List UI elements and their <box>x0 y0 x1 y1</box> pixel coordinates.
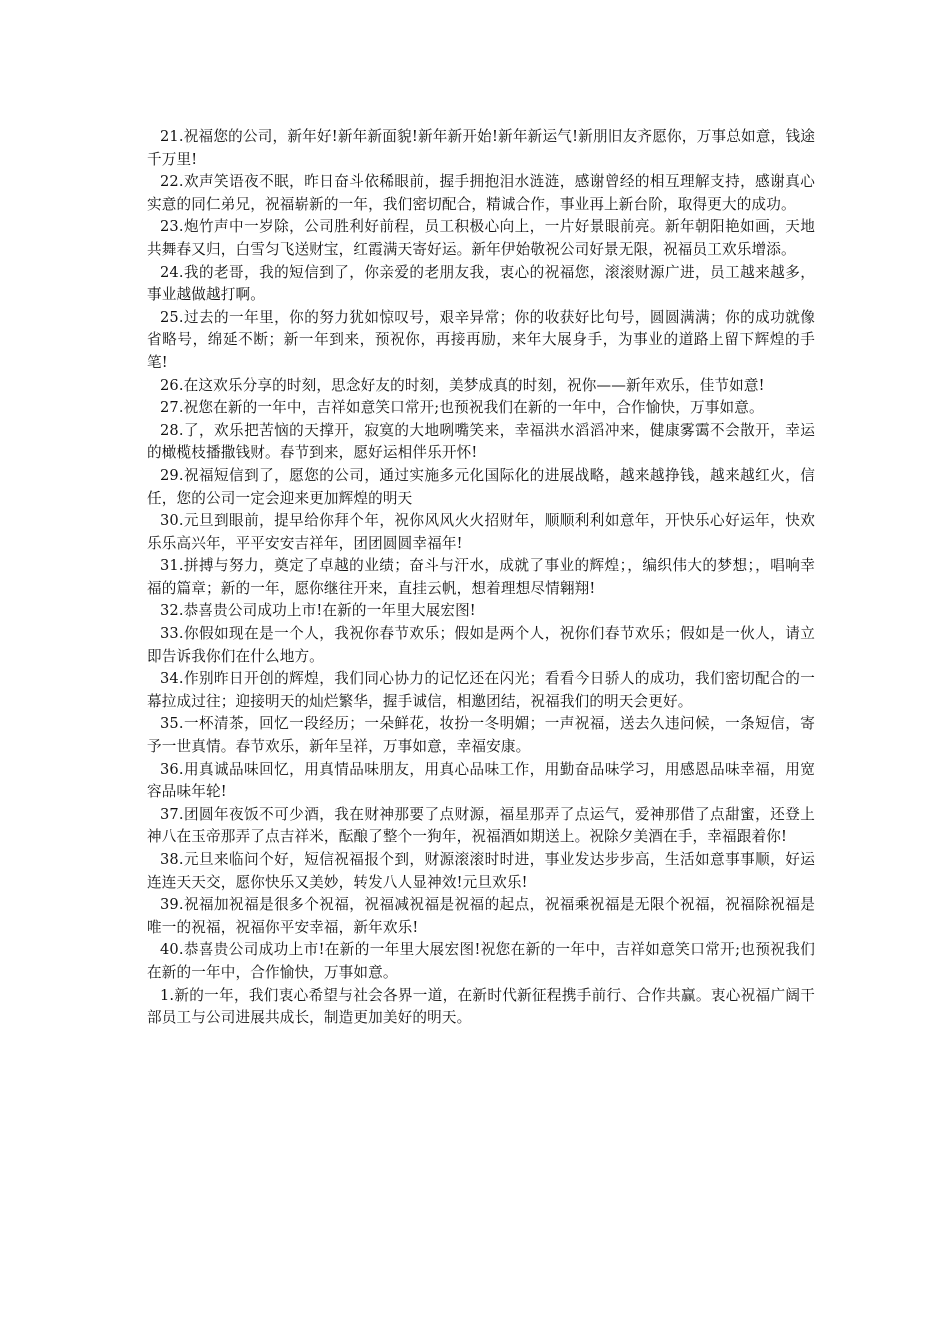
paragraph-27: 27.祝您在新的一年中，吉祥如意笑口常开;也预祝我们在新的一年中，合作愉快，万事如意。 <box>160 399 764 417</box>
paragraph-21: 21.祝福您的公司，新年好!新年新面貌!新年新开始!新年新运气!新朋旧友齐愿你，万事总如意，钱途千万里! <box>147 128 815 168</box>
paragraph-30: 30.元旦到眼前，提早给你拜个年，祝你风风火火招财年，顺顺利利如意年，开快乐心好运年，快欢乐乐高兴年，平平安安吉祥年，团团圆圆幸福年! <box>147 512 815 552</box>
paragraph-35: 35.一杯清茶，回忆一段经历；一朵鲜花，妆扮一冬明媚；一声祝福，送去久违问候，一条短信，寄予一世真情。春节欢乐，新年呈祥，万事如意，幸福安康。 <box>147 715 815 756</box>
paragraph-40: 40.恭喜贵公司成功上市!在新的一年里大展宏图!祝您在新的一年中，吉祥如意笑口常开;也预祝我们在新的一年中，合作愉快，万事如意。 <box>147 941 815 981</box>
paragraph-22: 22.欢声笑语夜不眠，昨日奋斗依稀眼前，握手拥抱泪水涟涟，感谢曾经的相互理解支持，感谢真心实意的同仁弟兄，祝福崭新的一年，我们密切配合，精诚合作，事业再上新台阶，取得更大的成功。 <box>147 173 815 213</box>
paragraph-38: 38.元旦来临问个好，短信祝福报个到，财源滚滚时时进，事业发达步步高，生活如意事事顺，好运连连天天交，愿你快乐又美妙，转发八人显神效!元旦欢乐! <box>147 851 815 891</box>
paragraph-25: 25.过去的一年里，你的努力犹如惊叹号，艰辛异常；你的收获好比句号，圆圆满满；你的成功就像省略号，绵延不断；新一年到来，预祝你，再接再励，来年大展身手，为事业的道路上留下辉煌的手笔! <box>147 308 815 371</box>
paragraph-39: 39.祝福加祝福是很多个祝福，祝福减祝福是祝福的起点，祝福乘祝福是无限个祝福，祝福除祝福是唯一的祝福，祝福你平安幸福，新年欢乐! <box>147 896 815 936</box>
paragraph-24: 24.我的老哥，我的短信到了，你亲爱的老朋友我，衷心的祝福您，滚滚财源广进，员工越来越多，事业越做越打啊。 <box>147 263 815 304</box>
document-body <box>147 126 815 1030</box>
paragraph-1: 1.新的一年，我们衷心希望与社会各界一道，在新时代新征程携手前行、合作共赢。衷心祝福广阔干部员工与公司进展共成长，制造更加美好的明天。 <box>147 986 815 1027</box>
paragraph-32: 32.恭喜贵公司成功上市!在新的一年里大展宏图! <box>160 602 476 620</box>
paragraph-29: 29.祝福短信到了，愿您的公司，通过实施多元化国际化的进展战略，越来越挣钱，越来越红火，信任，您的公司一定会迎来更加辉煌的明天 <box>147 466 815 507</box>
paragraph-34: 34.作别昨日开创的辉煌，我们同心协力的记忆还在闪光；看看今日骄人的成功，我们密切配合的一幕拉成过往；迎接明天的灿烂繁华，握手诚信，相邀团结，祝福我们的明天会更好。 <box>147 670 815 710</box>
paragraph-23: 23.炮竹声中一岁除，公司胜利好前程，员工积极心向上，一片好景眼前亮。新年朝阳艳如画，天地共舞春又归，白雪匀飞送财宝，红霞满天寄好运。新年伊始敬祝公司好景无限，祝福员工欢乐增添。 <box>147 218 815 258</box>
paragraph-26: 26.在这欢乐分享的时刻，思念好友的时刻，美梦成真的时刻，祝你——新年欢乐，佳节如意! <box>160 376 765 394</box>
paragraph-33: 33.你假如现在是一个人，我祝你春节欢乐；假如是两个人，祝你们春节欢乐；假如是一伙人，请立即告诉我你们在什么地方。 <box>147 625 815 665</box>
paragraph-36: 36.用真诚品味回忆，用真情品味朋友，用真心品味工作，用勤奋品味学习，用感恩品味幸福，用宽容品味年轮! <box>147 760 815 801</box>
paragraph-28: 28.了，欢乐把苦恼的天撑开，寂寞的大地咧嘴笑来，幸福洪水滔滔冲来，健康雾霭不会散开，幸运的橄榄枝播撒钱财。春节到来，愿好运相伴乐开怀! <box>147 421 815 462</box>
paragraph-37: 37.团圆年夜饭不可少酒，我在财神那要了点财源，福星那弄了点运气，爱神那借了点甜蜜，还登上神八在玉帝那弄了点吉祥米，酝酿了整个一狗年，祝福酒如期送上。祝除夕美酒在手，幸福跟着你! <box>147 805 815 846</box>
paragraph-31: 31.拼搏与努力，奠定了卓越的业绩；奋斗与汗水，成就了事业的辉煌；，编织伟大的梦想；，唱响幸福的篇章；新的一年，愿你继往开来，直挂云帆，想着理想尽情翱翔! <box>147 557 815 597</box>
